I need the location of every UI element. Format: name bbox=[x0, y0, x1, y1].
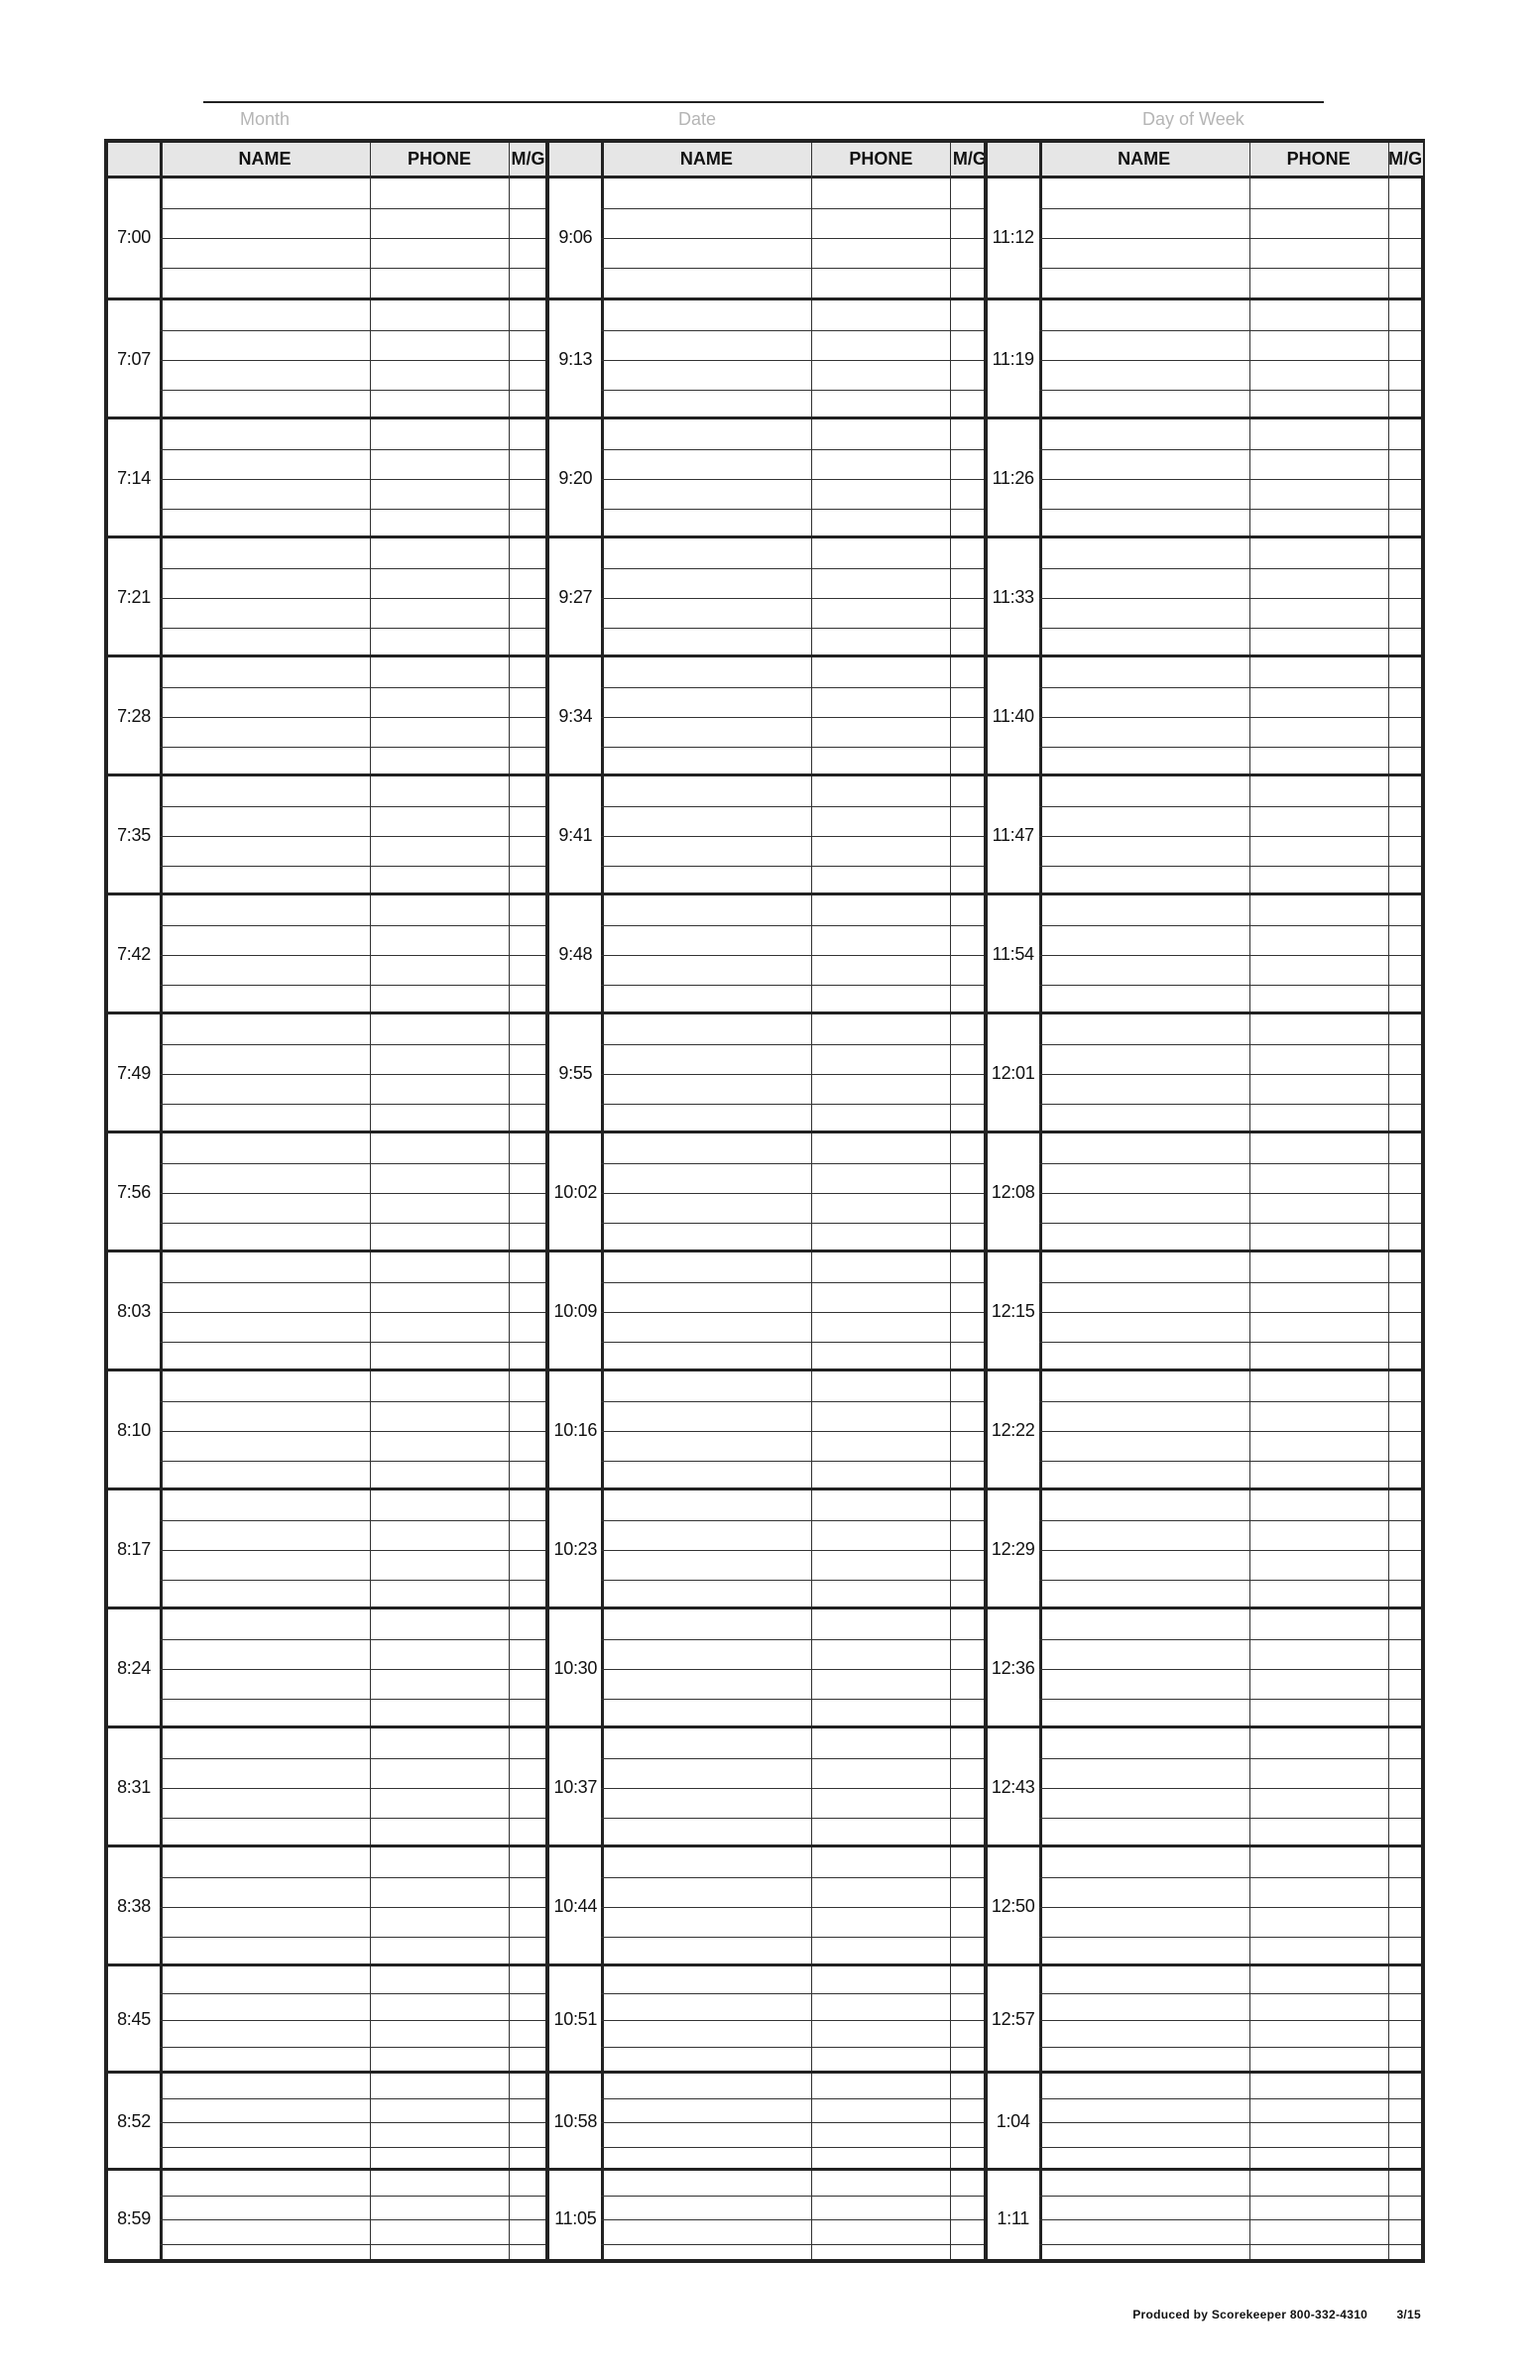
player-row-line bbox=[601, 1401, 983, 1402]
player-row-line bbox=[601, 1163, 983, 1164]
tee-time-slot bbox=[108, 654, 545, 774]
player-row-line bbox=[601, 598, 983, 599]
tee-time-label: 7:56 bbox=[108, 1182, 160, 1203]
player-row-line bbox=[160, 687, 545, 688]
player-row-line bbox=[601, 1223, 983, 1224]
tee-time-slot bbox=[549, 1488, 983, 1606]
header-phone: PHONE bbox=[370, 143, 509, 178]
tee-time-slot bbox=[988, 1488, 1421, 1606]
player-row-line bbox=[601, 2244, 983, 2245]
player-row-line bbox=[160, 747, 545, 748]
player-row-line bbox=[1039, 1639, 1421, 1640]
player-row-line bbox=[601, 360, 983, 361]
tee-time-slot bbox=[988, 416, 1421, 536]
tee-time-label: 11:47 bbox=[988, 825, 1039, 846]
tee-time-label: 12:29 bbox=[988, 1539, 1039, 1560]
player-row-line bbox=[1039, 1312, 1421, 1313]
player-row-line bbox=[160, 1699, 545, 1700]
player-row-line bbox=[601, 1788, 983, 1789]
player-row-line bbox=[1039, 747, 1421, 748]
player-row-line bbox=[1039, 2122, 1421, 2123]
player-row-line bbox=[1039, 1193, 1421, 1194]
player-row-line bbox=[1039, 1074, 1421, 1075]
player-row-line bbox=[160, 1282, 545, 1283]
tee-time-slot bbox=[988, 1964, 1421, 2071]
tee-time-slot bbox=[988, 1012, 1421, 1130]
tee-time-slot bbox=[108, 1250, 545, 1368]
header-phone: PHONE bbox=[1249, 143, 1388, 178]
player-row-line bbox=[1039, 1104, 1421, 1105]
tee-time-label: 9:48 bbox=[549, 944, 601, 965]
player-row-line bbox=[160, 985, 545, 986]
tee-time-slot bbox=[549, 1368, 983, 1488]
tee-time-slot bbox=[549, 1250, 983, 1368]
player-row-line bbox=[601, 1193, 983, 1194]
tee-time-slot bbox=[988, 536, 1421, 654]
player-row-line bbox=[1039, 1907, 1421, 1908]
player-row-line bbox=[601, 568, 983, 569]
tee-time-label: 12:50 bbox=[988, 1896, 1039, 1917]
player-row-line bbox=[160, 268, 545, 269]
player-row-line bbox=[1039, 1993, 1421, 1994]
tee-time-label: 11:54 bbox=[988, 944, 1039, 965]
player-row-line bbox=[160, 509, 545, 510]
player-row-line bbox=[1039, 985, 1421, 986]
tee-time-label: 10:44 bbox=[549, 1896, 601, 1917]
tee-time-label: 11:40 bbox=[988, 706, 1039, 727]
tee-time-slot bbox=[988, 1726, 1421, 1844]
player-row-line bbox=[1039, 360, 1421, 361]
tee-time-slot bbox=[108, 1488, 545, 1606]
version-text: 3/15 bbox=[1396, 2308, 1421, 2321]
tee-time-label: 7:21 bbox=[108, 587, 160, 608]
player-row-line bbox=[601, 628, 983, 629]
tee-time-label: 10:09 bbox=[549, 1301, 601, 1322]
player-row-line bbox=[601, 955, 983, 956]
player-row-line bbox=[160, 1788, 545, 1789]
player-row-line bbox=[1039, 1223, 1421, 1224]
tee-time-slot bbox=[549, 892, 983, 1012]
player-row-line bbox=[601, 1342, 983, 1343]
tee-time-slot bbox=[108, 1964, 545, 2071]
player-row-line bbox=[1039, 1580, 1421, 1581]
tee-time-label: 7:07 bbox=[108, 349, 160, 370]
tee-time-label: 7:49 bbox=[108, 1063, 160, 1084]
player-row-line bbox=[601, 2147, 983, 2148]
tee-time-slot bbox=[988, 298, 1421, 416]
player-row-line bbox=[160, 2047, 545, 2048]
player-row-line bbox=[601, 1312, 983, 1313]
player-row-line bbox=[160, 2219, 545, 2220]
player-row-line bbox=[1039, 1669, 1421, 1670]
tee-time-slot bbox=[108, 1130, 545, 1250]
tee-time-label: 8:52 bbox=[108, 2111, 160, 2132]
header-name: NAME bbox=[1039, 143, 1249, 178]
tee-time-label: 11:33 bbox=[988, 587, 1039, 608]
tee-time-slot bbox=[549, 774, 983, 892]
tee-time-slot bbox=[988, 774, 1421, 892]
player-row-line bbox=[601, 509, 983, 510]
player-row-line bbox=[601, 1104, 983, 1105]
player-row-line bbox=[160, 238, 545, 239]
tee-time-label: 12:08 bbox=[988, 1182, 1039, 1203]
player-row-line bbox=[1039, 208, 1421, 209]
player-row-line bbox=[160, 1104, 545, 1105]
player-row-line bbox=[601, 2219, 983, 2220]
tee-time-label: 12:43 bbox=[988, 1777, 1039, 1798]
tee-time-slot bbox=[108, 2071, 545, 2168]
tee-time-slot bbox=[988, 1368, 1421, 1488]
player-row-line bbox=[601, 208, 983, 209]
player-row-line bbox=[1039, 806, 1421, 807]
tee-time-slot bbox=[549, 416, 983, 536]
player-row-line bbox=[1039, 1461, 1421, 1462]
player-row-line bbox=[1039, 925, 1421, 926]
player-row-line bbox=[1039, 1342, 1421, 1343]
time-block-1 bbox=[108, 143, 545, 2259]
player-row-line bbox=[160, 1877, 545, 1878]
player-row-line bbox=[1039, 238, 1421, 239]
header-name: NAME bbox=[601, 143, 811, 178]
player-row-line bbox=[160, 2244, 545, 2245]
day-of-week-label: Day of Week bbox=[1142, 109, 1244, 129]
tee-time-slot bbox=[108, 1844, 545, 1964]
player-row-line bbox=[601, 1282, 983, 1283]
player-row-line bbox=[601, 390, 983, 391]
player-row-line bbox=[601, 1907, 983, 1908]
tee-time-label: 8:10 bbox=[108, 1420, 160, 1441]
tee-time-slot bbox=[549, 1606, 983, 1726]
tee-time-slot bbox=[988, 2071, 1421, 2168]
player-row-line bbox=[160, 1044, 545, 1045]
player-row-line bbox=[160, 2196, 545, 2197]
tee-time-label: 7:28 bbox=[108, 706, 160, 727]
player-row-line bbox=[1039, 836, 1421, 837]
player-row-line bbox=[160, 1401, 545, 1402]
player-row-line bbox=[1039, 628, 1421, 629]
tee-time-label: 10:58 bbox=[549, 2111, 601, 2132]
tee-time-slot bbox=[108, 416, 545, 536]
player-row-line bbox=[1039, 1431, 1421, 1432]
player-row-line bbox=[1039, 2098, 1421, 2099]
tee-time-slot bbox=[988, 1250, 1421, 1368]
tee-time-slot bbox=[108, 536, 545, 654]
player-row-line bbox=[1039, 479, 1421, 480]
player-row-line bbox=[1039, 449, 1421, 450]
header-rule bbox=[203, 101, 1324, 103]
tee-time-label: 11:19 bbox=[988, 349, 1039, 370]
player-row-line bbox=[160, 330, 545, 331]
tee-time-label: 7:00 bbox=[108, 227, 160, 248]
player-row-line bbox=[601, 2196, 983, 2197]
player-row-line bbox=[601, 806, 983, 807]
header-time-cell bbox=[108, 143, 160, 178]
tee-time-slot bbox=[108, 178, 545, 298]
tee-time-label: 11:05 bbox=[549, 2208, 601, 2229]
tee-time-slot bbox=[108, 1726, 545, 1844]
player-row-line bbox=[160, 390, 545, 391]
player-row-line bbox=[1039, 1758, 1421, 1759]
player-row-line bbox=[601, 1758, 983, 1759]
player-row-line bbox=[601, 1520, 983, 1521]
player-row-line bbox=[601, 479, 983, 480]
player-row-line bbox=[1039, 1788, 1421, 1789]
player-row-line bbox=[601, 238, 983, 239]
tee-time-label: 9:34 bbox=[549, 706, 601, 727]
player-row-line bbox=[160, 568, 545, 569]
player-row-line bbox=[160, 1818, 545, 1819]
player-row-line bbox=[601, 2047, 983, 2048]
player-row-line bbox=[601, 836, 983, 837]
player-row-line bbox=[1039, 1163, 1421, 1164]
tee-time-slot bbox=[549, 654, 983, 774]
player-row-line bbox=[1039, 1699, 1421, 1700]
tee-time-slot bbox=[108, 2168, 545, 2265]
player-row-line bbox=[601, 1993, 983, 1994]
tee-time-slot bbox=[108, 1012, 545, 1130]
player-row-line bbox=[1039, 2047, 1421, 2048]
tee-time-slot bbox=[108, 298, 545, 416]
player-row-line bbox=[160, 1580, 545, 1581]
tee-time-slot bbox=[549, 2168, 983, 2265]
player-row-line bbox=[160, 1074, 545, 1075]
player-row-line bbox=[160, 1669, 545, 1670]
player-row-line bbox=[160, 717, 545, 718]
tee-time-label: 9:55 bbox=[549, 1063, 601, 1084]
header-mg: M/G bbox=[509, 143, 547, 178]
tee-time-label: 7:35 bbox=[108, 825, 160, 846]
player-row-line bbox=[601, 985, 983, 986]
player-row-line bbox=[601, 747, 983, 748]
tee-time-slot bbox=[549, 1012, 983, 1130]
player-row-line bbox=[601, 2098, 983, 2099]
player-row-line bbox=[601, 1461, 983, 1462]
tee-time-slot bbox=[549, 1844, 983, 1964]
tee-time-slot bbox=[549, 536, 983, 654]
player-row-line bbox=[160, 1520, 545, 1521]
player-row-line bbox=[1039, 2147, 1421, 2148]
player-row-line bbox=[601, 1877, 983, 1878]
player-row-line bbox=[1039, 717, 1421, 718]
tee-time-slot bbox=[988, 1130, 1421, 1250]
player-row-line bbox=[601, 330, 983, 331]
player-row-line bbox=[160, 955, 545, 956]
tee-time-label: 10:37 bbox=[549, 1777, 601, 1798]
player-row-line bbox=[160, 1193, 545, 1194]
player-row-line bbox=[160, 1758, 545, 1759]
header-time-cell bbox=[549, 143, 601, 178]
player-row-line bbox=[601, 1580, 983, 1581]
tee-time-label: 10:51 bbox=[549, 2009, 601, 2030]
player-row-line bbox=[1039, 1401, 1421, 1402]
tee-time-slot bbox=[988, 892, 1421, 1012]
player-row-line bbox=[1039, 1937, 1421, 1938]
player-row-line bbox=[1039, 390, 1421, 391]
player-row-line bbox=[160, 598, 545, 599]
player-row-line bbox=[160, 2147, 545, 2148]
player-row-line bbox=[1039, 568, 1421, 569]
player-row-line bbox=[601, 1044, 983, 1045]
month-label: Month bbox=[240, 109, 291, 129]
player-row-line bbox=[1039, 2020, 1421, 2021]
player-row-line bbox=[601, 717, 983, 718]
tee-time-slot bbox=[988, 654, 1421, 774]
player-row-line bbox=[160, 1431, 545, 1432]
player-row-line bbox=[160, 1223, 545, 1224]
player-row-line bbox=[160, 1312, 545, 1313]
player-row-line bbox=[601, 268, 983, 269]
player-row-line bbox=[160, 1907, 545, 1908]
header-mg: M/G bbox=[1388, 143, 1423, 178]
tee-time-slot bbox=[108, 1368, 545, 1488]
tee-time-label: 8:24 bbox=[108, 1658, 160, 1679]
tee-time-slot bbox=[108, 1606, 545, 1726]
player-row-line bbox=[1039, 1282, 1421, 1283]
tee-time-label: 7:42 bbox=[108, 944, 160, 965]
tee-time-sheet bbox=[104, 139, 1425, 2263]
tee-time-slot bbox=[988, 1844, 1421, 1964]
tee-time-label: 8:31 bbox=[108, 1777, 160, 1798]
player-row-line bbox=[601, 1639, 983, 1640]
player-row-line bbox=[1039, 1877, 1421, 1878]
player-row-line bbox=[601, 1699, 983, 1700]
tee-time-label: 12:36 bbox=[988, 1658, 1039, 1679]
player-row-line bbox=[601, 1550, 983, 1551]
player-row-line bbox=[1039, 330, 1421, 331]
date-label: Date bbox=[678, 109, 717, 129]
tee-time-slot bbox=[549, 1130, 983, 1250]
header-mg: M/G bbox=[950, 143, 989, 178]
player-row-line bbox=[160, 479, 545, 480]
player-row-line bbox=[1039, 2244, 1421, 2245]
player-row-line bbox=[160, 2122, 545, 2123]
player-row-line bbox=[1039, 1818, 1421, 1819]
player-row-line bbox=[160, 806, 545, 807]
tee-time-label: 12:57 bbox=[988, 2009, 1039, 2030]
player-row-line bbox=[601, 1818, 983, 1819]
tee-time-label: 9:20 bbox=[549, 468, 601, 489]
player-row-line bbox=[160, 1461, 545, 1462]
tee-time-slot bbox=[988, 178, 1421, 298]
player-row-line bbox=[160, 1342, 545, 1343]
header-time-cell bbox=[988, 143, 1039, 178]
time-block-3 bbox=[984, 143, 1421, 2259]
player-row-line bbox=[1039, 687, 1421, 688]
player-row-line bbox=[160, 1993, 545, 1994]
player-row-line bbox=[601, 1669, 983, 1670]
player-row-line bbox=[160, 866, 545, 867]
tee-time-label: 8:03 bbox=[108, 1301, 160, 1322]
player-row-line bbox=[160, 1639, 545, 1640]
tee-time-slot bbox=[108, 774, 545, 892]
player-row-line bbox=[601, 925, 983, 926]
player-row-line bbox=[160, 836, 545, 837]
player-row-line bbox=[160, 1163, 545, 1164]
tee-time-label: 1:04 bbox=[988, 2111, 1039, 2132]
player-row-line bbox=[1039, 1044, 1421, 1045]
time-block-2 bbox=[545, 143, 987, 2259]
tee-time-label: 9:41 bbox=[549, 825, 601, 846]
tee-time-label: 12:15 bbox=[988, 1301, 1039, 1322]
tee-time-label: 10:30 bbox=[549, 1658, 601, 1679]
player-row-line bbox=[160, 208, 545, 209]
tee-time-label: 11:26 bbox=[988, 468, 1039, 489]
tee-time-label: 8:59 bbox=[108, 2208, 160, 2229]
player-row-line bbox=[1039, 509, 1421, 510]
player-row-line bbox=[601, 1074, 983, 1075]
player-row-line bbox=[601, 1937, 983, 1938]
player-row-line bbox=[1039, 955, 1421, 956]
tee-time-label: 7:14 bbox=[108, 468, 160, 489]
player-row-line bbox=[601, 687, 983, 688]
tee-time-slot bbox=[549, 1964, 983, 2071]
player-row-line bbox=[601, 866, 983, 867]
tee-time-label: 10:02 bbox=[549, 1182, 601, 1203]
player-row-line bbox=[1039, 1520, 1421, 1521]
tee-time-label: 9:27 bbox=[549, 587, 601, 608]
player-row-line bbox=[160, 360, 545, 361]
tee-time-label: 10:16 bbox=[549, 1420, 601, 1441]
tee-time-slot bbox=[108, 892, 545, 1012]
tee-time-label: 9:06 bbox=[549, 227, 601, 248]
tee-time-slot bbox=[988, 2168, 1421, 2265]
tee-time-slot bbox=[549, 298, 983, 416]
player-row-line bbox=[601, 2122, 983, 2123]
tee-time-label: 12:22 bbox=[988, 1420, 1039, 1441]
player-row-line bbox=[160, 628, 545, 629]
player-row-line bbox=[160, 925, 545, 926]
tee-time-label: 8:17 bbox=[108, 1539, 160, 1560]
tee-time-label: 9:13 bbox=[549, 349, 601, 370]
player-row-line bbox=[160, 1550, 545, 1551]
tee-time-label: 12:01 bbox=[988, 1063, 1039, 1084]
player-row-line bbox=[601, 449, 983, 450]
player-row-line bbox=[1039, 2196, 1421, 2197]
producer-text: Produced by Scorekeeper 800-332-4310 bbox=[1132, 2308, 1368, 2321]
tee-time-slot bbox=[549, 178, 983, 298]
tee-time-slot bbox=[549, 2071, 983, 2168]
player-row-line bbox=[601, 1431, 983, 1432]
tee-time-slot bbox=[549, 1726, 983, 1844]
player-row-line bbox=[601, 2020, 983, 2021]
header-name: NAME bbox=[160, 143, 370, 178]
tee-time-label: 1:11 bbox=[988, 2208, 1039, 2229]
player-row-line bbox=[1039, 598, 1421, 599]
player-row-line bbox=[160, 449, 545, 450]
tee-time-slot bbox=[988, 1606, 1421, 1726]
player-row-line bbox=[160, 1937, 545, 1938]
player-row-line bbox=[1039, 268, 1421, 269]
player-row-line bbox=[1039, 2219, 1421, 2220]
tee-time-label: 10:23 bbox=[549, 1539, 601, 1560]
footer-credit bbox=[1132, 2308, 1421, 2321]
header-phone: PHONE bbox=[811, 143, 950, 178]
player-row-line bbox=[1039, 1550, 1421, 1551]
tee-time-label: 8:38 bbox=[108, 1896, 160, 1917]
player-row-line bbox=[1039, 866, 1421, 867]
player-row-line bbox=[160, 2020, 545, 2021]
player-row-line bbox=[160, 2098, 545, 2099]
tee-time-label: 11:12 bbox=[988, 227, 1039, 248]
tee-time-label: 8:45 bbox=[108, 2009, 160, 2030]
